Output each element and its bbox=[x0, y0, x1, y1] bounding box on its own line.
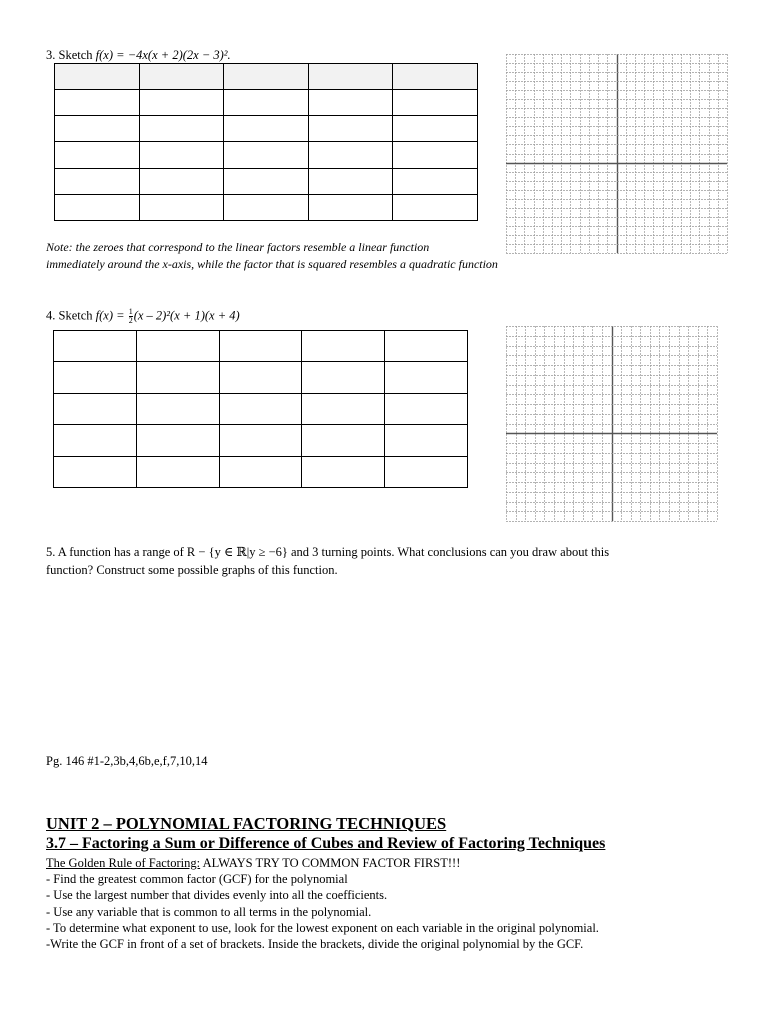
question-3-function: f(x) = −4x(x + 2)(2x − 3)². bbox=[95, 48, 231, 62]
table-cell[interactable] bbox=[136, 456, 219, 487]
table-cell[interactable] bbox=[55, 194, 140, 220]
table-cell[interactable] bbox=[393, 64, 478, 90]
table-cell[interactable] bbox=[385, 362, 468, 393]
table-cell[interactable] bbox=[219, 331, 302, 362]
table-row bbox=[55, 90, 478, 116]
question-4-prompt bbox=[46, 308, 240, 325]
table-cell[interactable] bbox=[385, 331, 468, 362]
table-cell[interactable] bbox=[308, 142, 393, 168]
table-cell[interactable] bbox=[136, 425, 219, 456]
fraction-one-half bbox=[129, 308, 133, 325]
table-cell[interactable] bbox=[54, 456, 137, 487]
table-cell[interactable] bbox=[54, 393, 137, 424]
table-cell[interactable] bbox=[302, 456, 385, 487]
question-5-line-1: 5. A function has a range of R − {y ∈ ℝ|y ≥ −6} and 3 turning points. What conclusions can you draw about this bbox=[46, 545, 610, 559]
table-cell[interactable] bbox=[308, 64, 393, 90]
table-row bbox=[54, 425, 468, 456]
table-cell[interactable] bbox=[219, 362, 302, 393]
fraction-numerator: 1 bbox=[128, 307, 133, 316]
unit-title: UNIT 2 – POLYNOMIAL FACTORING TECHNIQUES bbox=[46, 814, 447, 833]
table-cell[interactable] bbox=[385, 425, 468, 456]
note-line-2: immediately around the x-axis, while the factor that is squared resembles a quadratic function bbox=[46, 257, 498, 271]
rule-bullet: - To determine what exponent to use, look for the lowest exponent on each variable in the original polynomial. bbox=[46, 920, 599, 935]
table-cell[interactable] bbox=[393, 142, 478, 168]
table-cell[interactable] bbox=[139, 168, 224, 194]
table-cell[interactable] bbox=[55, 142, 140, 168]
fraction-denominator: 2 bbox=[128, 316, 133, 325]
table-cell[interactable] bbox=[224, 64, 309, 90]
golden-rule-label: The Golden Rule of Factoring: bbox=[46, 856, 201, 870]
table-cell[interactable] bbox=[54, 425, 137, 456]
question-4-graph-grid bbox=[506, 326, 718, 522]
table-cell[interactable] bbox=[139, 64, 224, 90]
question-3-prompt bbox=[46, 48, 231, 63]
table-cell[interactable] bbox=[308, 90, 393, 116]
question-3-label: 3. Sketch bbox=[46, 48, 96, 62]
table-cell[interactable] bbox=[136, 331, 219, 362]
question-5-line-2: function? Construct some possible graphs of this function. bbox=[46, 563, 338, 577]
table-row bbox=[55, 168, 478, 194]
table-row bbox=[54, 331, 468, 362]
table-row bbox=[55, 142, 478, 168]
table-cell[interactable] bbox=[136, 362, 219, 393]
table-cell[interactable] bbox=[302, 331, 385, 362]
table-cell[interactable] bbox=[139, 116, 224, 142]
table-cell[interactable] bbox=[308, 168, 393, 194]
rule-bullet: -Write the GCF in front of a set of brackets. Inside the brackets, divide the original polynomial by the GCF. bbox=[46, 937, 584, 952]
rule-bullet: - Find the greatest common factor (GCF) for the polynomial bbox=[46, 872, 348, 887]
table-cell[interactable] bbox=[308, 194, 393, 220]
table-cell[interactable] bbox=[224, 194, 309, 220]
table-row bbox=[55, 194, 478, 220]
table-cell[interactable] bbox=[302, 393, 385, 424]
table-row bbox=[54, 456, 468, 487]
question-3-value-table bbox=[54, 63, 478, 221]
table-cell[interactable] bbox=[308, 116, 393, 142]
table-cell[interactable] bbox=[219, 456, 302, 487]
table-cell[interactable] bbox=[139, 90, 224, 116]
table-row bbox=[55, 64, 478, 90]
table-cell[interactable] bbox=[302, 362, 385, 393]
table-cell[interactable] bbox=[219, 425, 302, 456]
question-4-value-table bbox=[53, 330, 468, 488]
table-row bbox=[55, 116, 478, 142]
golden-rule bbox=[46, 855, 599, 871]
question-4-function-lhs: f(x) = bbox=[95, 308, 128, 323]
table-cell[interactable] bbox=[55, 64, 140, 90]
table-cell[interactable] bbox=[54, 331, 137, 362]
rule-bullet: - Use any variable that is common to all terms in the polynomial. bbox=[46, 904, 372, 919]
question-4-function-rhs: (x – 2)²(x + 1)(x + 4) bbox=[133, 308, 240, 323]
table-row bbox=[54, 362, 468, 393]
question-3-note bbox=[46, 239, 498, 273]
table-cell[interactable] bbox=[393, 90, 478, 116]
golden-rule-text: ALWAYS TRY TO COMMON FACTOR FIRST!!! bbox=[200, 856, 461, 870]
table-cell[interactable] bbox=[224, 116, 309, 142]
note-line-1: Note: the zeroes that correspond to the linear factors resemble a linear function bbox=[46, 240, 430, 254]
rule-bullet: - Use the largest number that divides evenly into all the coefficients. bbox=[46, 888, 388, 903]
table-cell[interactable] bbox=[54, 362, 137, 393]
table-cell[interactable] bbox=[136, 393, 219, 424]
question-3-graph-grid bbox=[506, 54, 728, 254]
table-row bbox=[54, 393, 468, 424]
table-cell[interactable] bbox=[55, 90, 140, 116]
table-cell[interactable] bbox=[139, 142, 224, 168]
table-cell[interactable] bbox=[302, 425, 385, 456]
table-cell[interactable] bbox=[393, 194, 478, 220]
table-cell[interactable] bbox=[55, 168, 140, 194]
table-cell[interactable] bbox=[393, 168, 478, 194]
table-cell[interactable] bbox=[224, 90, 309, 116]
table-cell[interactable] bbox=[224, 142, 309, 168]
table-cell[interactable] bbox=[219, 393, 302, 424]
table-cell[interactable] bbox=[139, 194, 224, 220]
table-cell[interactable] bbox=[224, 168, 309, 194]
table-cell[interactable] bbox=[55, 116, 140, 142]
table-cell[interactable] bbox=[385, 456, 468, 487]
homework-assignment: Pg. 146 #1-2,3b,4,6b,e,f,7,10,14 bbox=[46, 754, 208, 768]
table-cell[interactable] bbox=[393, 116, 478, 142]
question-5-prompt bbox=[46, 543, 609, 579]
table-cell[interactable] bbox=[385, 393, 468, 424]
section-title: 3.7 – Factoring a Sum or Difference of Cubes and Review of Factoring Techniques bbox=[46, 835, 606, 852]
question-4-label: 4. Sketch bbox=[46, 308, 96, 323]
factoring-rules bbox=[46, 855, 599, 952]
